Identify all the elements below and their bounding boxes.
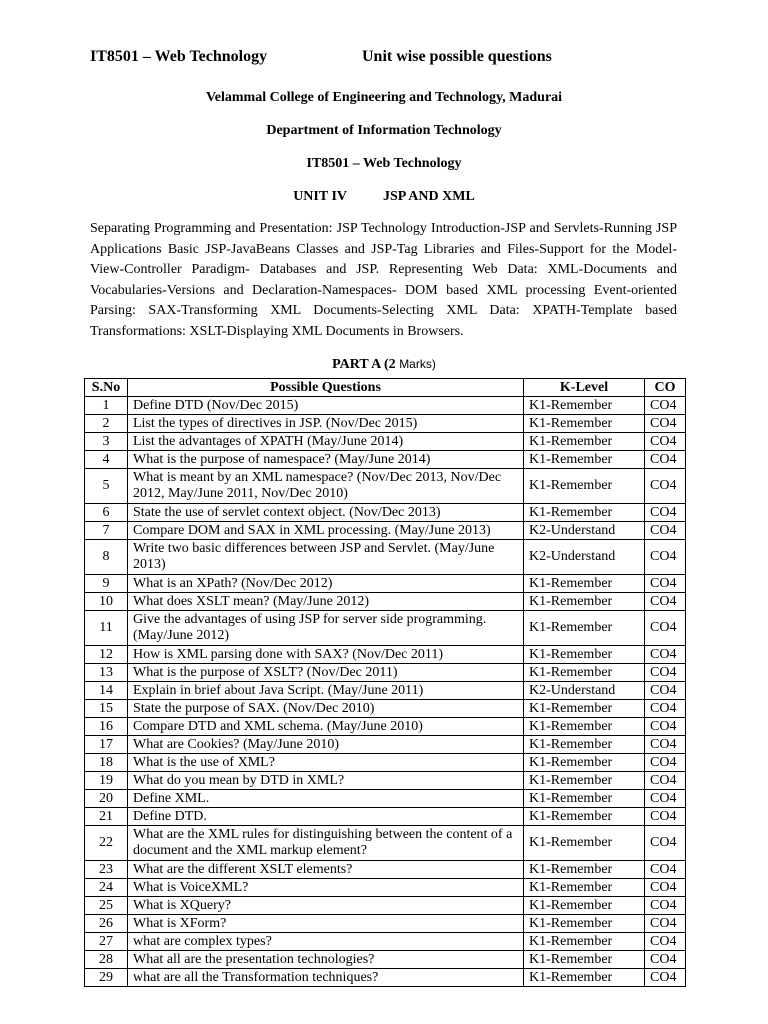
cell-co: CO4 — [645, 808, 686, 826]
cell-question: What is the use of XML? — [128, 754, 524, 772]
table-row — [85, 790, 686, 808]
table-row — [85, 593, 686, 611]
table-row — [85, 646, 686, 664]
table-row — [85, 861, 686, 879]
cell-question: What are the different XSLT elements? — [128, 861, 524, 879]
cell-question: What are the XML rules for distinguishing between the content of a document and the XML markup element? — [128, 826, 524, 861]
cell-co: CO4 — [645, 664, 686, 682]
cell-sno: 8 — [85, 540, 128, 575]
table-row — [85, 808, 686, 826]
table-row — [85, 415, 686, 433]
cell-co: CO4 — [645, 772, 686, 790]
cell-sno: 19 — [85, 772, 128, 790]
unit-title — [0, 189, 768, 205]
table-row — [85, 772, 686, 790]
cell-question: Define XML. — [128, 790, 524, 808]
cell-co: CO4 — [645, 575, 686, 593]
cell-question: What is XQuery? — [128, 897, 524, 915]
cell-co: CO4 — [645, 682, 686, 700]
cell-k-level: K1-Remember — [524, 754, 645, 772]
cell-k-level: K1-Remember — [524, 646, 645, 664]
cell-k-level: K1-Remember — [524, 933, 645, 951]
cell-sno: 14 — [85, 682, 128, 700]
cell-co: CO4 — [645, 826, 686, 861]
part-marks: Marks) — [399, 357, 436, 371]
cell-co: CO4 — [645, 522, 686, 540]
cell-co: CO4 — [645, 415, 686, 433]
table-row — [85, 897, 686, 915]
header-co: CO — [645, 379, 686, 397]
cell-k-level: K1-Remember — [524, 664, 645, 682]
cell-k-level: K1-Remember — [524, 826, 645, 861]
cell-k-level: K1-Remember — [524, 397, 645, 415]
header-k-level: K-Level — [524, 379, 645, 397]
cell-question: What is the purpose of XSLT? (Nov/Dec 2011) — [128, 664, 524, 682]
cell-question: Define DTD. — [128, 808, 524, 826]
table-row — [85, 540, 686, 575]
cell-k-level: K1-Remember — [524, 915, 645, 933]
cell-k-level: K1-Remember — [524, 575, 645, 593]
table-row — [85, 754, 686, 772]
cell-k-level: K2-Understand — [524, 522, 645, 540]
header-sno: S.No — [85, 379, 128, 397]
cell-k-level: K1-Remember — [524, 790, 645, 808]
cell-k-level: K1-Remember — [524, 861, 645, 879]
cell-k-level: K1-Remember — [524, 772, 645, 790]
cell-co: CO4 — [645, 397, 686, 415]
table-row — [85, 469, 686, 504]
questions-table — [84, 378, 686, 987]
cell-co: CO4 — [645, 861, 686, 879]
cell-co: CO4 — [645, 915, 686, 933]
cell-question: What is VoiceXML? — [128, 879, 524, 897]
cell-k-level: K1-Remember — [524, 718, 645, 736]
cell-sno: 3 — [85, 433, 128, 451]
cell-question: What is XForm? — [128, 915, 524, 933]
cell-co: CO4 — [645, 790, 686, 808]
table-row — [85, 933, 686, 951]
table-row — [85, 915, 686, 933]
table-row — [85, 522, 686, 540]
cell-sno: 23 — [85, 861, 128, 879]
cell-question: Explain in brief about Java Script. (May/June 2011) — [128, 682, 524, 700]
cell-k-level: K1-Remember — [524, 469, 645, 504]
table-row — [85, 451, 686, 469]
table-row — [85, 736, 686, 754]
cell-co: CO4 — [645, 897, 686, 915]
cell-sno: 2 — [85, 415, 128, 433]
cell-k-level: K1-Remember — [524, 593, 645, 611]
header-title: Unit wise possible questions — [362, 48, 552, 65]
cell-question: State the purpose of SAX. (Nov/Dec 2010) — [128, 700, 524, 718]
cell-sno: 11 — [85, 611, 128, 646]
cell-question: List the types of directives in JSP. (Nov/Dec 2015) — [128, 415, 524, 433]
cell-k-level: K2-Understand — [524, 682, 645, 700]
header-question: Possible Questions — [128, 379, 524, 397]
cell-sno: 24 — [85, 879, 128, 897]
cell-k-level: K1-Remember — [524, 897, 645, 915]
cell-k-level: K1-Remember — [524, 879, 645, 897]
cell-sno: 20 — [85, 790, 128, 808]
syllabus-paragraph: Separating Programming and Presentation: JSP Technology Introduction-JSP and Servlets-Running JSP Applications Basic JSP-JavaBeans Classes and JSP-Tag Libraries and Files-Support for the Model-View-Controller Paradigm- Databases and JSP. Representing Web Data: XML-Documents and Vocabularies-Versions and Declaration-Namespaces- DOM based XML processing Event-oriented Parsing: SAX-Transforming XML Documents-Selecting XML Data: XPATH-Template based Transformations: XSLT-Displaying XML Documents in Browsers. — [90, 221, 677, 339]
cell-co: CO4 — [645, 540, 686, 575]
cell-sno: 12 — [85, 646, 128, 664]
cell-k-level: K1-Remember — [524, 969, 645, 987]
cell-question: State the use of servlet context object. (Nov/Dec 2013) — [128, 504, 524, 522]
cell-k-level: K1-Remember — [524, 451, 645, 469]
cell-question: What is an XPath? (Nov/Dec 2012) — [128, 575, 524, 593]
cell-co: CO4 — [645, 593, 686, 611]
cell-co: CO4 — [645, 469, 686, 504]
cell-question: what are complex types? — [128, 933, 524, 951]
cell-question: What does XSLT mean? (May/June 2012) — [128, 593, 524, 611]
cell-sno: 28 — [85, 951, 128, 969]
cell-sno: 1 — [85, 397, 128, 415]
table-row — [85, 397, 686, 415]
cell-sno: 10 — [85, 593, 128, 611]
cell-k-level: K1-Remember — [524, 504, 645, 522]
cell-k-level: K1-Remember — [524, 736, 645, 754]
cell-sno: 9 — [85, 575, 128, 593]
cell-sno: 25 — [85, 897, 128, 915]
unit-name: JSP AND XML — [383, 189, 475, 204]
table-row — [85, 951, 686, 969]
cell-sno: 15 — [85, 700, 128, 718]
table-row — [85, 504, 686, 522]
cell-co: CO4 — [645, 951, 686, 969]
cell-sno: 29 — [85, 969, 128, 987]
college-name: Velammal College of Engineering and Technology, Madurai — [205, 90, 563, 105]
cell-co: CO4 — [645, 700, 686, 718]
part-label: PART A (2 — [332, 357, 396, 372]
table-row — [85, 718, 686, 736]
course-name: IT8501 – Web Technology — [306, 156, 462, 171]
cell-question: Give the advantages of using JSP for server side programming. (May/June 2012) — [128, 611, 524, 646]
cell-co: CO4 — [645, 451, 686, 469]
cell-question: What do you mean by DTD in XML? — [128, 772, 524, 790]
cell-co: CO4 — [645, 611, 686, 646]
table-row — [85, 879, 686, 897]
cell-co: CO4 — [645, 718, 686, 736]
cell-co: CO4 — [645, 433, 686, 451]
table-row — [85, 969, 686, 987]
table-row — [85, 826, 686, 861]
cell-co: CO4 — [645, 754, 686, 772]
cell-question: Compare DTD and XML schema. (May/June 2010) — [128, 718, 524, 736]
cell-sno: 27 — [85, 933, 128, 951]
cell-question: List the advantages of XPATH (May/June 2014) — [128, 433, 524, 451]
header-course: IT8501 – Web Technology — [90, 48, 268, 65]
cell-question: How is XML parsing done with SAX? (Nov/Dec 2011) — [128, 646, 524, 664]
part-title — [0, 357, 768, 373]
cell-sno: 16 — [85, 718, 128, 736]
cell-sno: 21 — [85, 808, 128, 826]
cell-question: Define DTD (Nov/Dec 2015) — [128, 397, 524, 415]
cell-k-level: K1-Remember — [524, 808, 645, 826]
cell-k-level: K1-Remember — [524, 415, 645, 433]
cell-co: CO4 — [645, 969, 686, 987]
cell-question: What are Cookies? (May/June 2010) — [128, 736, 524, 754]
cell-question: What is the purpose of namespace? (May/June 2014) — [128, 451, 524, 469]
table-row — [85, 700, 686, 718]
cell-co: CO4 — [645, 933, 686, 951]
table-row — [85, 682, 686, 700]
table-row — [85, 664, 686, 682]
cell-sno: 7 — [85, 522, 128, 540]
cell-sno: 4 — [85, 451, 128, 469]
cell-sno: 13 — [85, 664, 128, 682]
cell-co: CO4 — [645, 879, 686, 897]
document-header — [90, 48, 552, 66]
cell-sno: 22 — [85, 826, 128, 861]
cell-k-level: K1-Remember — [524, 700, 645, 718]
cell-sno: 18 — [85, 754, 128, 772]
cell-sno: 26 — [85, 915, 128, 933]
cell-co: CO4 — [645, 504, 686, 522]
cell-sno: 6 — [85, 504, 128, 522]
cell-k-level: K2-Understand — [524, 540, 645, 575]
cell-question: what are all the Transformation techniques? — [128, 969, 524, 987]
table-row — [85, 575, 686, 593]
cell-question: Write two basic differences between JSP and Servlet. (May/June 2013) — [128, 540, 524, 575]
cell-k-level: K1-Remember — [524, 433, 645, 451]
table-row — [85, 433, 686, 451]
table-row — [85, 611, 686, 646]
cell-question: What all are the presentation technologies? — [128, 951, 524, 969]
cell-question: What is meant by an XML namespace? (Nov/Dec 2013, Nov/Dec 2012, May/June 2011, Nov/Dec 2010) — [128, 469, 524, 504]
table-header-row — [85, 379, 686, 397]
unit-number: UNIT IV — [293, 189, 347, 204]
department-name: Department of Information Technology — [266, 123, 502, 138]
cell-k-level: K1-Remember — [524, 951, 645, 969]
cell-sno: 17 — [85, 736, 128, 754]
cell-sno: 5 — [85, 469, 128, 504]
cell-k-level: K1-Remember — [524, 611, 645, 646]
cell-co: CO4 — [645, 736, 686, 754]
cell-co: CO4 — [645, 646, 686, 664]
cell-question: Compare DOM and SAX in XML processing. (May/June 2013) — [128, 522, 524, 540]
